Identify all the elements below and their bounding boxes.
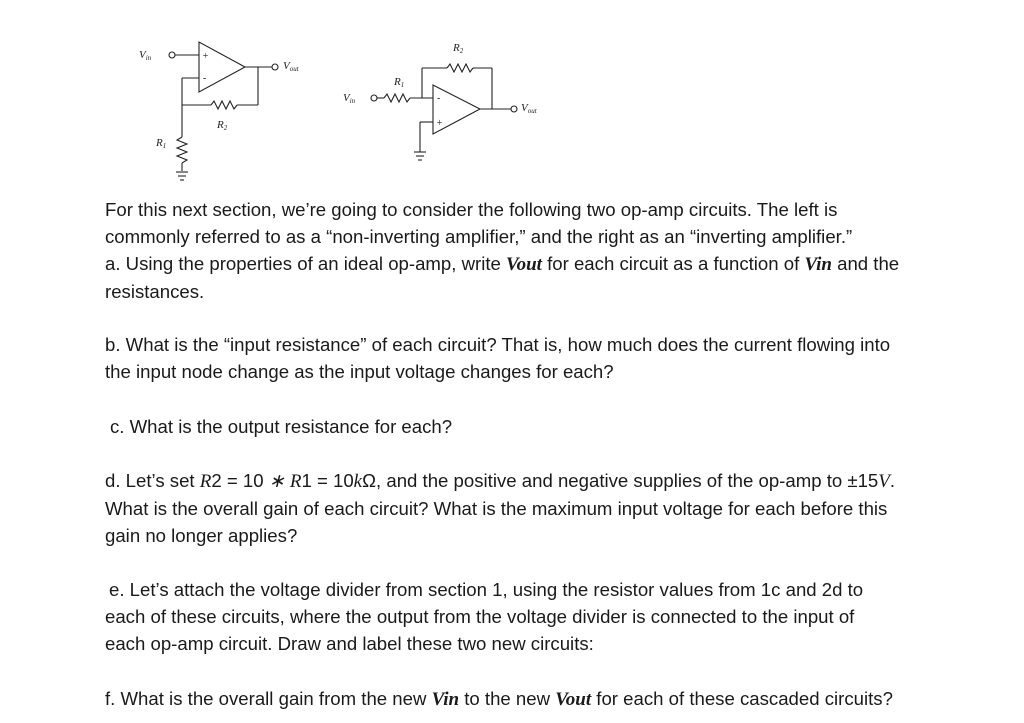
vin-symbol: Vin [431,689,460,710]
right-vin-label: Vin [343,92,356,105]
right-vout-label: Vout [521,102,537,115]
left-minus-sign: - [203,73,207,84]
vout-terminal [511,106,517,112]
question-d-line-3: gain no longer applies? [105,525,298,546]
question-e [105,576,1009,657]
right-minus-sign: - [437,93,441,104]
inverting-amplifier-circuit [371,64,517,160]
question-c-line-1: c. What is the output resistance for each? [110,416,453,437]
intro-line-1: For this next section, we’re going to consider the following two op-amp circuits. The left is [105,199,838,220]
question-b-line-2: the input node change as the input voltage changes for each? [105,361,614,382]
question-b-line-1: b. What is the “input resistance” of each circuit? That is, how much does the current flowing into [105,334,891,355]
question-c [110,413,1010,440]
question-f-line-1: f. What is the overall gain from the new Vin to the new Vout for each of these cascaded circuits? [105,688,893,710]
vin-symbol: Vin [804,254,832,275]
vout-terminal [272,64,278,70]
question-a-line-2: resistances. [105,281,205,302]
left-plus-sign: + [202,51,209,62]
vout-symbol: Vout [506,254,542,275]
right-r1-label: R1 [394,76,405,89]
r2-resistor [211,101,237,109]
vout-symbol: Vout [555,689,592,710]
right-r2-label: R2 [453,42,464,55]
question-f [105,685,1005,713]
non-inverting-amplifier-circuit [169,42,278,180]
circuit-diagrams [0,0,620,200]
left-r2-label: R2 [217,119,228,132]
r2-resistor [447,64,473,72]
left-vout-label: Vout [283,60,299,73]
left-vin-label: Vin [139,49,152,62]
question-e-line-3: each op-amp circuit. Draw and label these two new circuits: [105,633,594,654]
left-r1-label: R1 [156,137,167,150]
question-d-line-1: d. Let’s set R2 = 10 ∗ R1 = 10kΩ, and the positive and negative supplies of the op-amp to ±15V. [105,470,896,492]
question-e-line-2: each of these circuits, where the output from the voltage divider is connected to the input of [105,606,855,627]
r1-resistor [177,137,187,163]
right-plus-sign: + [436,118,443,129]
vin-terminal [169,52,175,58]
vin-terminal [371,95,377,101]
question-d-line-2: What is the overall gain of each circuit? What is the maximum input voltage for each before this [105,498,888,519]
question-d [105,467,1005,549]
r1-resistor [384,94,410,102]
intro-line-2: commonly referred to as a “non-inverting amplifier,” and the right as an “inverting amplifier.” [105,226,853,247]
question-e-line-1: e. Let’s attach the voltage divider from section 1, using the resistor values from 1c and 2d to [109,579,864,600]
question-b [105,331,1005,385]
op-amp-triangle [199,42,245,92]
intro-paragraph [105,196,1005,305]
question-a: a. Using the properties of an ideal op-amp, write Vout for each circuit as a function of Vin and the [105,253,900,275]
